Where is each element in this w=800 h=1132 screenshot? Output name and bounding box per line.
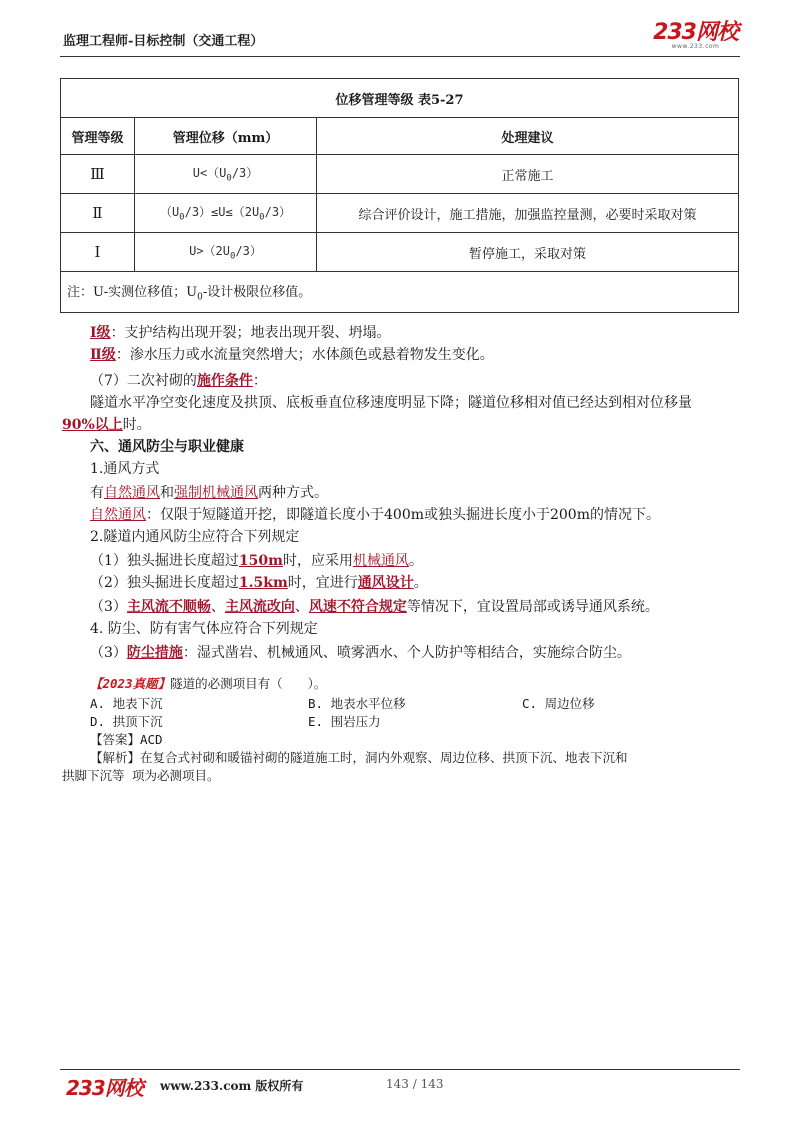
advice-cell: 综合评价设计，施工措施，加强监控量测，必要时采取对策 bbox=[317, 194, 739, 233]
paragraph: （2）独头掘进长度超过1.5km时，宜进行通风设计。 bbox=[90, 575, 428, 591]
grade-cell: Ⅲ bbox=[61, 155, 135, 194]
footer-divider bbox=[60, 1069, 740, 1070]
paragraph: 隧道水平净空变化速度及拱顶、底板垂直位移速度明显下降；隧道位移相对值已经达到相对位移量 bbox=[90, 395, 692, 411]
brand-logo bbox=[653, 22, 738, 50]
subheading: 1.通风方式 bbox=[90, 461, 160, 477]
paragraph: 有自然通风和强制机械通风两种方式。 bbox=[90, 485, 328, 501]
table-row bbox=[61, 194, 739, 233]
option-b: B. 地表水平位移 bbox=[308, 696, 406, 711]
question-stem: 【2023真题】隧道的必测项目有（ ）。 bbox=[90, 676, 327, 691]
paragraph: （3）防尘措施：湿式凿岩、机械通风、喷雾洒水、个人防护等相结合，实施综合防尘。 bbox=[90, 645, 631, 661]
section-heading: 六、通风防尘与职业健康 bbox=[90, 439, 244, 455]
paragraph: 90%以上时。 bbox=[62, 417, 151, 433]
advice-cell: 正常施工 bbox=[317, 155, 739, 194]
paragraph: Ⅰ级：支护结构出现开裂；地表出现开裂、坍塌。 bbox=[90, 325, 391, 341]
answer: 【答案】ACD bbox=[90, 732, 163, 747]
footer-logo: 233网校 bbox=[66, 1076, 143, 1100]
column-header: 处理建议 bbox=[317, 118, 739, 155]
column-header: 管理等级 bbox=[61, 118, 135, 155]
paragraph: Ⅱ级：渗水压力或水流量突然增大；水体颜色或悬着物发生变化。 bbox=[90, 347, 494, 363]
logo-text: 233网校 bbox=[653, 20, 738, 45]
subheading: 2.隧道内通风防尘应符合下列规定 bbox=[90, 529, 300, 545]
header-divider bbox=[60, 56, 740, 57]
displacement-table bbox=[60, 78, 739, 313]
paragraph: 自然通风：仅限于短隧道开挖，即隧道长度小于400m或独头掘进长度小于200m的情况下。 bbox=[90, 507, 660, 523]
grade-cell: Ⅰ bbox=[61, 233, 135, 272]
paragraph: （7）二次衬砌的施作条件： bbox=[90, 373, 267, 389]
option-c: C. 周边位移 bbox=[522, 696, 595, 711]
displacement-cell: $U<(U_0/3)$ bbox=[135, 155, 317, 194]
paragraph: （1）独头掘进长度超过150m时，应采用机械通风。 bbox=[90, 553, 423, 569]
subheading: 4. 防尘、防有害气体应符合下列规定 bbox=[90, 621, 318, 637]
advice-cell: 暂停施工，采取对策 bbox=[317, 233, 739, 272]
logo-url: www.233.com bbox=[671, 43, 720, 50]
option-e: E. 围岩压力 bbox=[308, 714, 381, 729]
displacement-cell: $U>(2U_0/3)$ bbox=[135, 233, 317, 272]
table-caption: 位移管理等级 表5-27 bbox=[61, 79, 739, 118]
document-title: 监理工程师-目标控制（交通工程） bbox=[63, 34, 264, 49]
analysis: 【解析】在复合式衬砌和暖锚衬砌的隧道施工时，洞内外观察、周边位移、拱顶下沉、地表下沉和 bbox=[90, 750, 628, 765]
option-d: D. 拱顶下沉 bbox=[90, 714, 163, 729]
table-row bbox=[61, 155, 739, 194]
table-note: 注：U-实测位移值；$U_0-$设计极限位移值。 bbox=[61, 272, 739, 313]
analysis-continued: 拱脚下沉等 项为必测项目。 bbox=[62, 768, 220, 783]
page-number: 143 / 143 bbox=[386, 1077, 444, 1091]
table-row bbox=[61, 233, 739, 272]
column-header: 管理位移（mm） bbox=[135, 118, 317, 155]
displacement-cell: $(U_0/3)\le U\le(2U_0/3)$ bbox=[135, 194, 317, 233]
grade-cell: Ⅱ bbox=[61, 194, 135, 233]
copyright: www.233.com 版权所有 bbox=[160, 1079, 304, 1093]
option-a: A. 地表下沉 bbox=[90, 696, 163, 711]
paragraph: （3）主风流不顺畅、主风流改向、风速不符合规定等情况下，宜设置局部或诱导通风系统。 bbox=[90, 599, 659, 615]
